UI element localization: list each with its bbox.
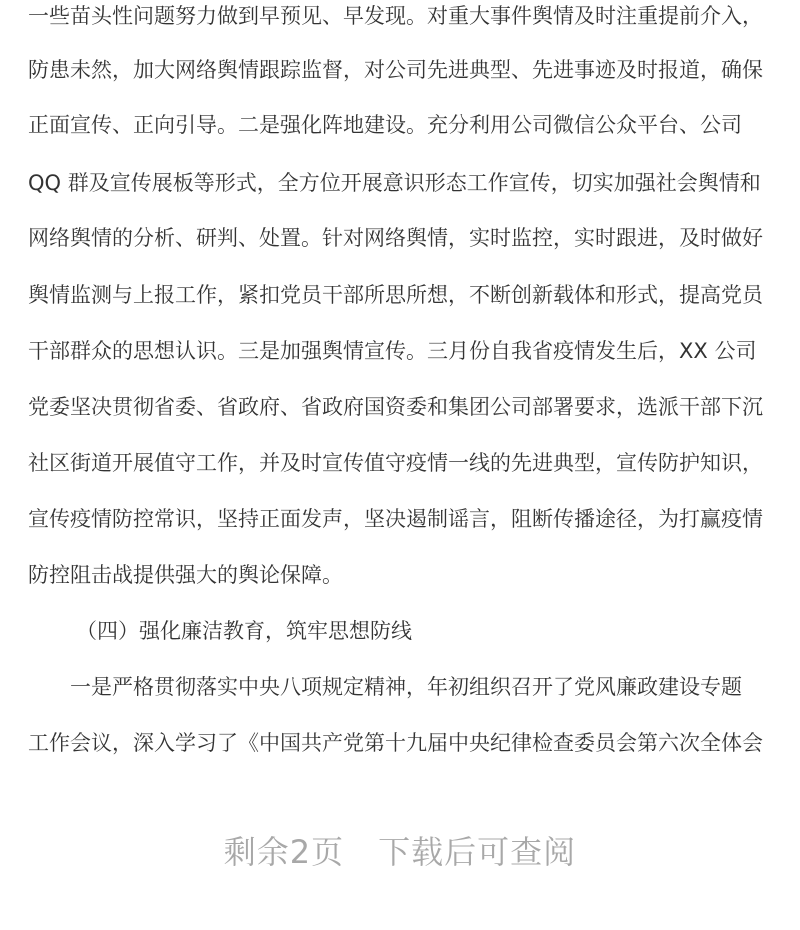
text-line: 舆情监测与上报工作，紧扣党员干部所思所想，不断创新载体和形式，提高党员 (28, 283, 763, 307)
text-line: 网络舆情的分析、研判、处置。针对网络舆情，实时监控，实时跟进，及时做好 (28, 226, 763, 250)
text-line: 党委坚决贯彻省委、省政府、省政府国资委和集团公司部署要求，选派干部下沉 (28, 395, 763, 419)
section-heading: （四）强化廉洁教育，筑牢思想防线 (76, 619, 412, 643)
download-to-view-text[interactable]: 下载后可查阅 (378, 833, 577, 871)
text-line: 宣传疫情防控常识，坚持正面发声，坚决遏制谣言，阻断传播途径，为打赢疫情 (28, 507, 763, 531)
paragraph-first-line: 一是严格贯彻落实中央八项规定精神，年初组织召开了党风廉政建设专题 (70, 675, 742, 699)
remaining-pages-text: 剩余2页 (223, 833, 345, 871)
text-line: QQ 群及宣传展板等形式，全方位开展意识形态工作宣传，切实加强社会舆情和 (28, 171, 761, 195)
download-prompt[interactable] (0, 830, 800, 874)
text-line: 社区街道开展值守工作，并及时宣传值守疫情一线的先进典型，宣传防护知识， (28, 451, 763, 475)
text-line: 正面宣传、正向引导。二是强化阵地建设。充分利用公司微信公众平台、公司 (28, 113, 742, 137)
text-line: 干部群众的思想认识。三是加强舆情宣传。三月份自我省疫情发生后，XX 公司 (28, 339, 757, 363)
text-line: 防患未然，加大网络舆情跟踪监督，对公司先进典型、先进事迹及时报道，确保 (28, 58, 763, 82)
text-line: 防控阻击战提供强大的舆论保障。 (28, 563, 343, 587)
text-line: 一些苗头性问题努力做到早预见、早发现。对重大事件舆情及时注重提前介入， (28, 4, 763, 28)
text-line: 工作会议，深入学习了《中国共产党第十九届中央纪律检查委员会第六次全体会 (28, 731, 763, 755)
